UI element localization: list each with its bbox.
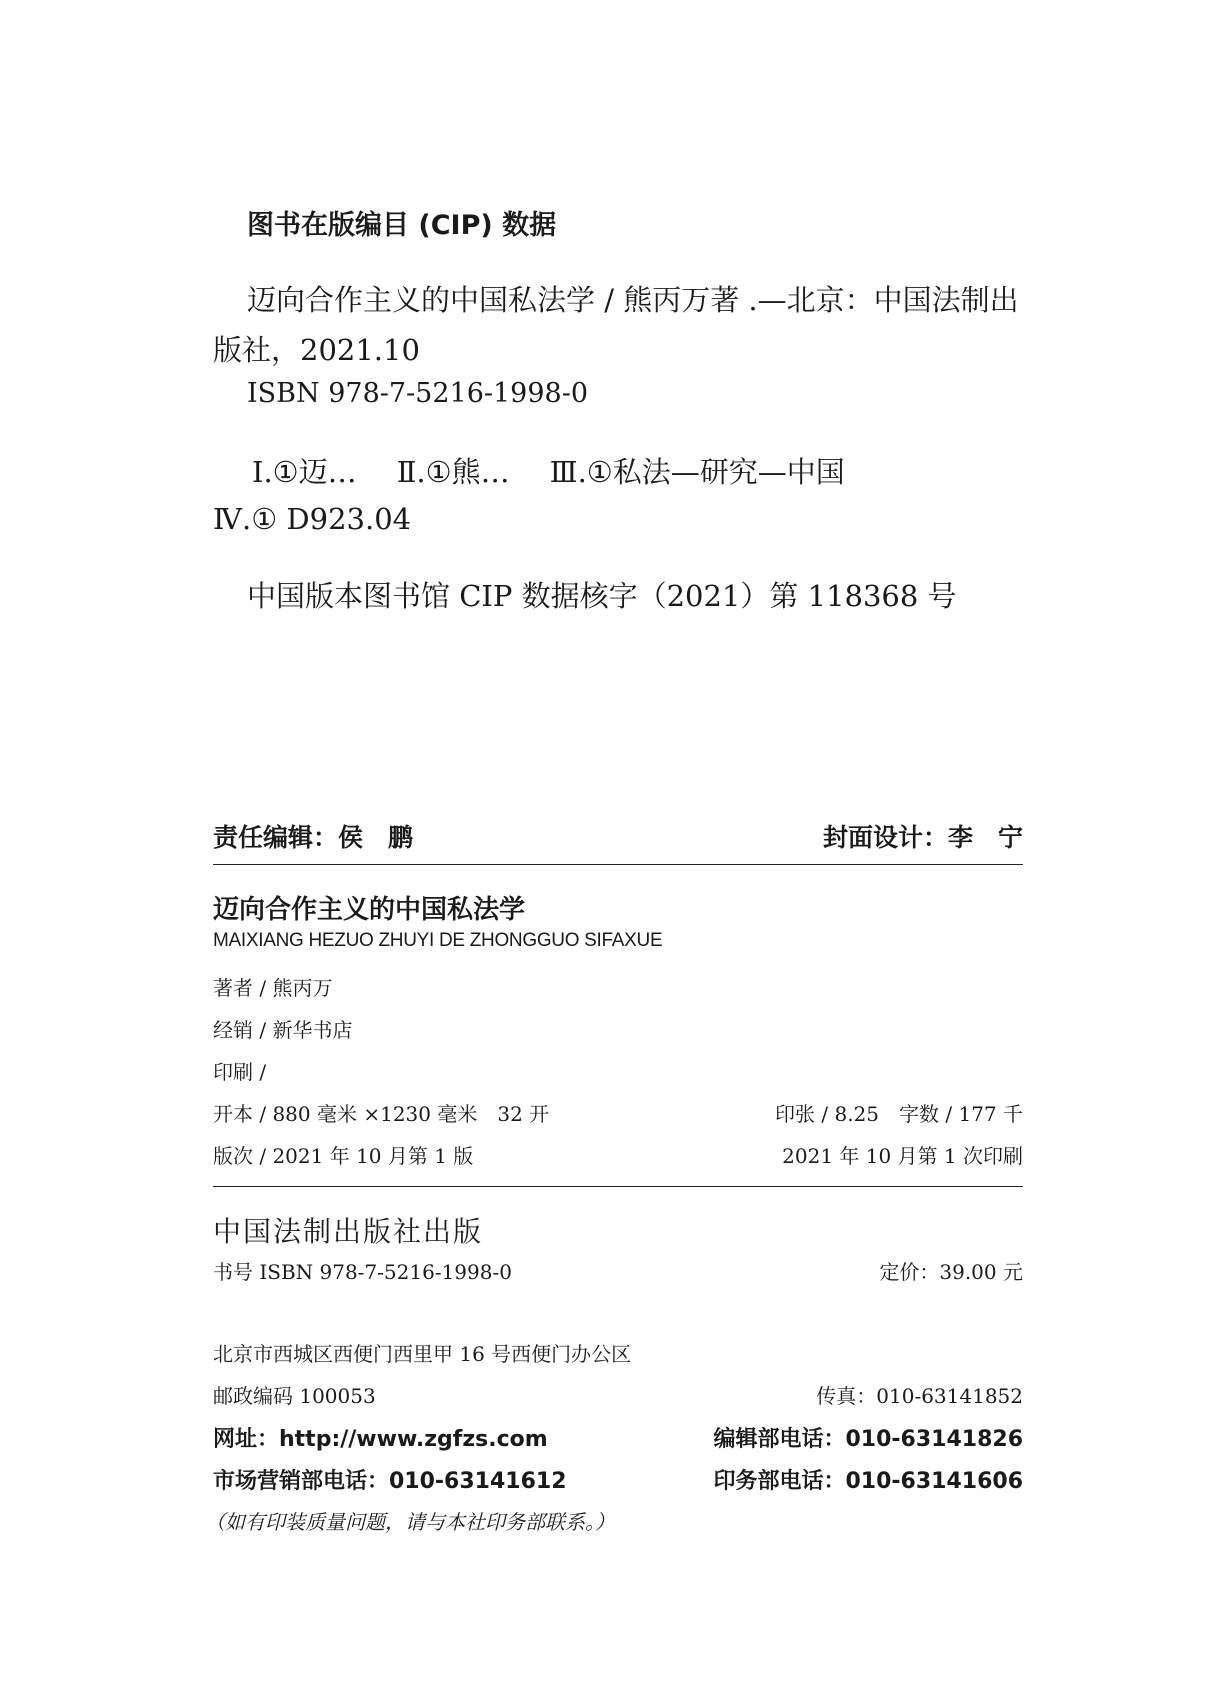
publisher-website: 网址：http://www.zgfzs.com [213,1427,548,1452]
book-distributor: 经销 / 新华书店 [213,1018,353,1042]
book-printing: 2021 年 10 月第 1 次印刷 [782,1144,1023,1168]
cip-class-b: Ⅱ.①熊… [396,455,510,489]
responsible-editor: 责任编辑：侯 鹏 [213,823,414,852]
divider-top [213,864,1023,865]
book-number: 书号 ISBN 978-7-5216-1998-0 [213,1260,512,1284]
cip-class-a: Ⅰ.①迈… [252,455,357,489]
book-price: 定价：39.00 元 [879,1260,1023,1284]
cip-class-c: Ⅲ.①私法—研究—中国 [549,455,845,489]
marketing-phone: 市场营销部电话：010-63141612 [213,1469,567,1494]
cip-classification-line1 [252,450,845,491]
printing-dept-phone: 印务部电话：010-63141606 [713,1469,1023,1494]
book-title-pinyin: MAIXIANG HEZUO ZHUYI DE ZHONGGUO SIFAXUE [213,930,663,951]
publisher-postcode: 邮政编码 100053 [213,1384,376,1408]
publisher-address: 北京市西城区西便门西里甲 16 号西便门办公区 [213,1342,632,1366]
cip-classification-line2: Ⅳ.① D923.04 [213,502,412,536]
quality-notice: （如有印装质量问题，请与本社印务部联系。） [205,1510,615,1534]
divider-middle [213,1186,1023,1187]
cip-description-line2: 版社，2021.10 [213,333,420,367]
book-author: 著者 / 熊丙万 [213,976,333,1000]
cip-description-line1: 迈向合作主义的中国私法学 / 熊丙万著 .—北京：中国法制出 [247,283,1019,317]
editorial-phone: 编辑部电话：010-63141826 [713,1427,1023,1452]
cover-designer: 封面设计：李 宁 [822,823,1023,852]
cip-approval-number: 中国版本图书馆 CIP 数据核字（2021）第 118368 号 [247,579,957,613]
book-edition: 版次 / 2021 年 10 月第 1 版 [213,1144,474,1168]
publisher-fax: 传真：010-63141852 [816,1384,1023,1408]
cip-heading: 图书在版编目 (CIP) 数据 [247,210,557,241]
cip-isbn: ISBN 978-7-5216-1998-0 [247,378,589,409]
book-printer: 印刷 / [213,1060,267,1084]
book-sheets-words: 印张 / 8.25 字数 / 177 千 [775,1102,1023,1126]
book-format: 开本 / 880 毫米 ×1230 毫米 32 开 [213,1102,550,1126]
book-title: 迈向合作主义的中国私法学 [213,895,526,925]
publisher-name: 中国法制出版社出版 [213,1215,484,1248]
